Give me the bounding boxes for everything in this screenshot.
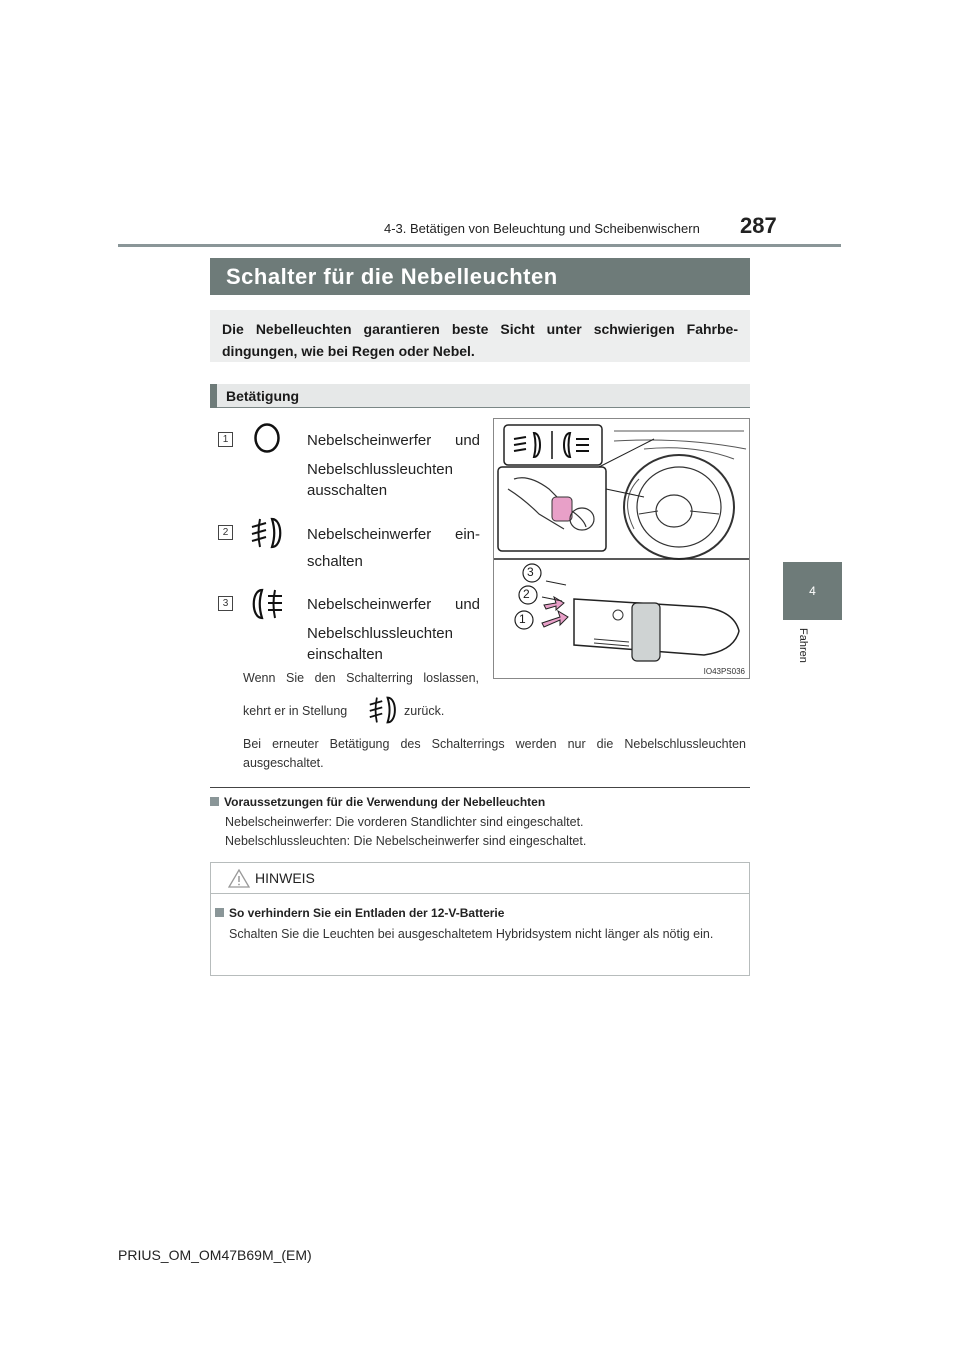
option-2-line2: schalten <box>307 553 363 570</box>
callout-1: 1 <box>519 612 526 626</box>
callout-2: 2 <box>523 587 530 601</box>
release-note-line2b: zurück. <box>404 704 445 718</box>
notice-header <box>211 863 749 894</box>
warning-triangle-icon <box>228 869 250 888</box>
option-number-2: 2 <box>218 525 233 540</box>
notice-body: Schalten Sie die Leuchten bei ausgeschaltetem Hybridsystem nicht länger als nötig ein. <box>229 927 714 941</box>
steering-column-drawing <box>494 419 749 678</box>
notice-title-row <box>215 906 504 920</box>
conditions-line1: Nebelscheinwerfer: Die vorderen Standlichter sind eingeschaltet. <box>225 815 584 829</box>
subheading-stripe <box>210 384 217 408</box>
notice-label: HINWEIS <box>255 870 315 886</box>
option-1-line2: Nebelschlussleuchten <box>307 461 453 478</box>
chapter-tab: 4 <box>783 562 842 620</box>
notice-box <box>210 862 750 976</box>
off-circle-icon <box>252 422 282 454</box>
chapter-label: Fahren <box>797 628 809 663</box>
conditions-title: Voraussetzungen für die Verwendung der Nebelleuchten <box>224 795 546 809</box>
page-number: 287 <box>740 213 777 238</box>
subheading-text: Betätigung <box>226 388 300 404</box>
section-header: 4-3. Betätigen von Beleuchtung und Scheibenwischern <box>384 221 700 236</box>
option-number-3: 3 <box>218 596 233 611</box>
release-note-line1: Wenn Sie den Schalterring loslassen, <box>243 671 479 685</box>
repeat-note: Bei erneuter Betätigung des Schalterrings werden nur die Nebelschlussleuchten ausgeschaltet. <box>243 737 746 770</box>
option-3-line1: Nebelscheinwerfer und <box>307 596 480 613</box>
bullet-square-icon <box>215 908 224 917</box>
section-divider <box>210 787 750 788</box>
bullet-square-icon <box>210 797 219 806</box>
page-title: Schalter für die Nebelleuchten <box>210 258 750 295</box>
option-3-line2: Nebelschlussleuchten <box>307 625 453 642</box>
document-footer: PRIUS_OM_OM47B69M_(EM) <box>118 1247 312 1263</box>
option-1-line1: Nebelscheinwerfer und <box>307 432 480 449</box>
release-note-line2a: kehrt er in Stellung <box>243 704 348 718</box>
callout-3: 3 <box>527 565 534 579</box>
conditions-line2: Nebelschlussleuchten: Die Nebelscheinwerfer sind eingeschaltet. <box>225 834 587 848</box>
subheading <box>210 384 750 408</box>
illustration-code: IO43PS036 <box>703 667 745 676</box>
front-fog-inline-icon <box>366 694 402 726</box>
switch-illustration <box>493 418 750 679</box>
intro-box: Die Nebelleuchten garantieren beste Sicht unter schwierigen Fahrbe-dingungen, wie bei Regen oder Nebel. <box>210 310 750 362</box>
option-2-line1: Nebelscheinwerfer ein- <box>307 526 480 543</box>
option-number-1: 1 <box>218 432 233 447</box>
option-3-line3: einschalten <box>307 646 383 663</box>
front-fog-icon <box>248 515 288 551</box>
rear-fog-icon <box>248 586 288 622</box>
header-rule <box>118 244 841 247</box>
option-1-line3: ausschalten <box>307 482 388 499</box>
notice-title: So verhindern Sie ein Entladen der 12-V-Batterie <box>229 906 505 920</box>
conditions-heading <box>210 795 545 809</box>
